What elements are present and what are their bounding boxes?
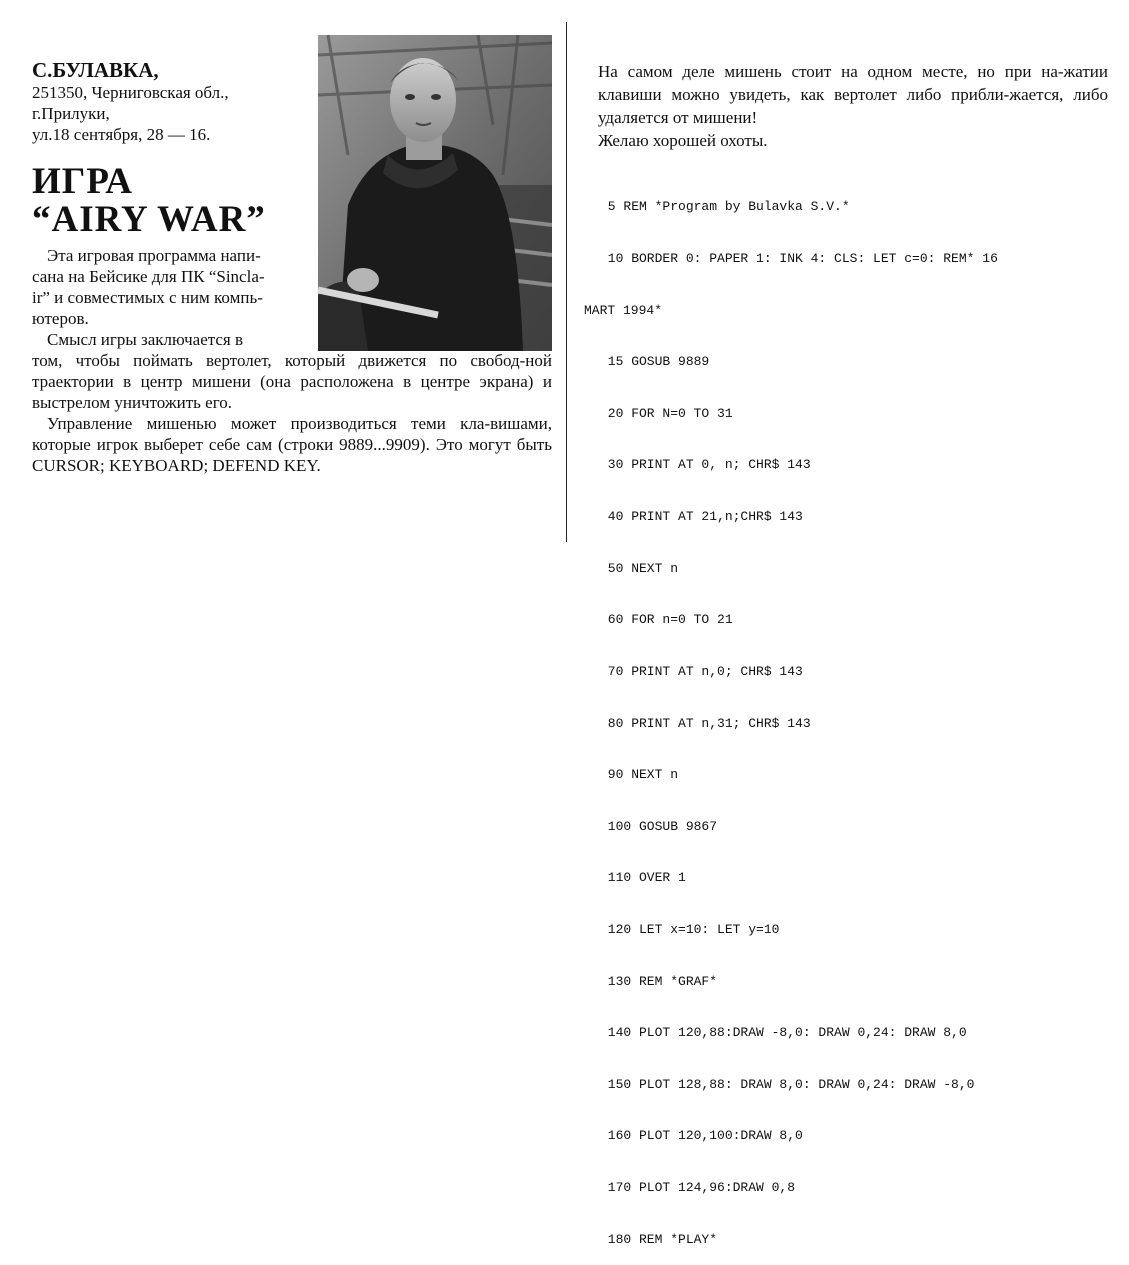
article-title-line-2: “AIRY WAR” [32,199,266,240]
author-address-line-3: ул.18 сентября, 28 — 16. [32,125,211,144]
paragraph-1-line-4: ютеров. [32,309,89,328]
paragraph-2-rest: том, чтобы поймать вертолет, который движется по свобод-ной траектории в центр мишени (она расположена в центре экрана) и выстрелом уничтожить его. [32,351,552,412]
code-line: 130 REM *GRAF* [600,973,718,989]
paragraph-1-line-3: ir” и совместимых с ним компь- [32,288,263,307]
left-column [32,58,552,476]
author-address-line-1: 251350, Черниговская обл., [32,83,229,102]
code-line: 100 GOSUB 9867 [600,818,718,834]
code-line: 180 REM *PLAY* [600,1231,718,1247]
paragraph-1-line-1: Эта игровая программа напи- [47,246,261,265]
right-paragraph-2: Желаю хорошей охоты. [598,131,768,150]
code-line: 20 FOR N=0 TO 31 [600,405,733,421]
paragraph-3: Управление мишенью может производиться теми кла-вишами, которые игрок выберет себе сам (строки 9889...9909). Это могут быть CURSOR; KEYBOARD; DEFEND KEY. [32,414,552,475]
code-line: 40 PRINT AT 21,n;CHR$ 143 [600,509,803,525]
code-line: 10 BORDER 0: PAPER 1: INK 4: CLS: LET c=0: REM* 16 [600,251,998,267]
code-line: 90 NEXT n [600,767,679,783]
code-line: MART 1994* [584,302,663,318]
paragraph-1-line-2: сана на Бейсике для ПК “Sincla- [32,267,265,286]
code-line: 170 PLOT 124,96:DRAW 0,8 [600,1179,796,1195]
code-line: 120 LET x=10: LET y=10 [600,921,780,937]
code-line: 5 REM *Program by Bulavka S.V.* [600,199,850,215]
code-line: 160 PLOT 120,100:DRAW 8,0 [600,1128,803,1144]
code-line: 80 PRINT AT n,31; CHR$ 143 [600,715,811,731]
author-name: С.БУЛАВКА, [32,58,159,82]
paragraph-2-start: Смысл игры заключается в [47,330,244,349]
author-address-line-2: г.Прилуки, [32,104,110,123]
code-line: 70 PRINT AT n,0; CHR$ 143 [600,663,803,679]
code-line: 30 PRINT AT 0, n; CHR$ 143 [600,457,811,473]
column-divider [566,22,567,542]
basic-code-listing [584,164,1124,1265]
code-line: 50 NEXT n [600,560,679,576]
code-line: 15 GOSUB 9889 [600,354,710,370]
article-title-line-1: ИГРА [32,161,133,202]
code-line: 110 OVER 1 [600,870,686,886]
right-column [598,60,1108,152]
code-line: 60 FOR n=0 TO 21 [600,612,733,628]
code-line: 140 PLOT 120,88:DRAW -8,0: DRAW 0,24: DRAW 8,0 [600,1025,967,1041]
code-line: 150 PLOT 128,88: DRAW 8,0: DRAW 0,24: DRAW -8,0 [600,1076,975,1092]
right-paragraph-1: На самом деле мишень стоит на одном месте, но при на-жатии клавиши можно увидеть, как вертолет либо прибли-жается, либо удаляется от мишени! [598,62,1108,127]
